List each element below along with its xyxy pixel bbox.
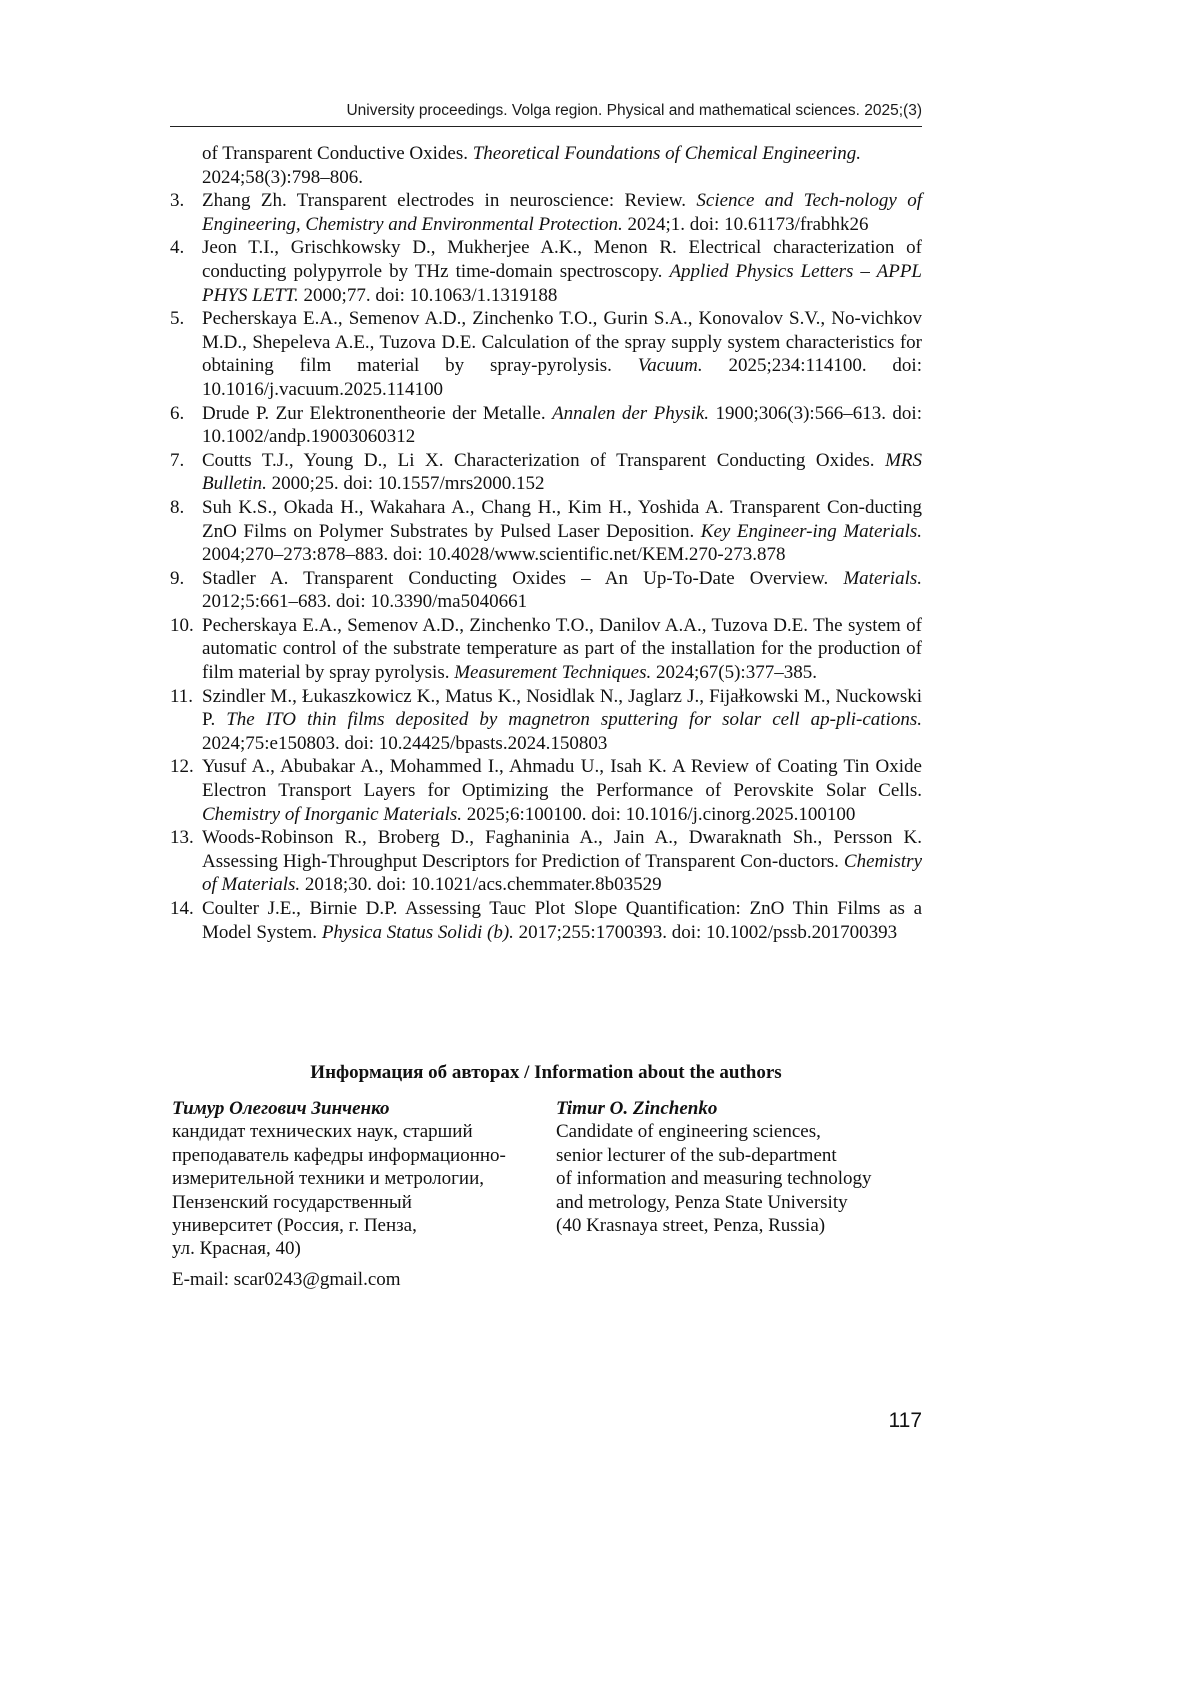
author-line: преподаватель кафедры информационно- bbox=[172, 1144, 506, 1166]
reference-item bbox=[170, 567, 922, 614]
reference-number: 7. bbox=[170, 449, 185, 471]
reference-item bbox=[170, 307, 922, 401]
reference-details: 2024;75:e150803. doi: 10.24425/bpasts.2024.150803 bbox=[202, 732, 608, 754]
reference-text: Szindler M., Łukaszkowicz K., Matus K., Nosidlak N., Jaglarz J., Fijałkowski M., Nuckowski P. bbox=[202, 685, 922, 731]
reference-number: 9. bbox=[170, 567, 185, 589]
reference-journal: Measurement Techniques. bbox=[454, 662, 652, 684]
author-info-english bbox=[556, 1097, 926, 1237]
author-line: ул. Красная, 40) bbox=[172, 1238, 301, 1260]
reference-text: Woods-Robinson R., Broberg D., Faghaninia A., Jain A., Dwaraknath Sh., Persson K. Assessing High-Throughput Descriptors for Prediction of Transparent Con-ductors. bbox=[202, 827, 922, 872]
reference-journal: Science and Tech-nology of Engineering, Chemistry and Environmental Protection. bbox=[202, 190, 922, 235]
reference-item bbox=[170, 755, 922, 826]
author-line: измерительной техники и метрологии, bbox=[172, 1168, 484, 1190]
reference-list bbox=[170, 142, 922, 944]
reference-item bbox=[170, 449, 922, 496]
reference-journal: Vacuum. bbox=[637, 355, 703, 377]
author-info-russian bbox=[172, 1097, 542, 1261]
authors-section-title: Информация об авторах / Information about the authors bbox=[310, 1062, 782, 1083]
ref-cont-journal: Theoretical Foundations of Chemical Engineering. bbox=[472, 143, 861, 164]
author-line: of information and measuring technology bbox=[556, 1168, 872, 1190]
reference-journal: Materials. bbox=[843, 567, 922, 589]
reference-details: 2000;25. doi: 10.1557/mrs2000.152 bbox=[266, 473, 545, 495]
reference-details: 2018;30. doi: 10.1021/acs.chemmater.8b03529 bbox=[300, 874, 662, 896]
reference-item bbox=[170, 614, 922, 685]
author-name-ru: Тимур Олегович Зинченко bbox=[172, 1098, 390, 1119]
running-head: University proceedings. Volga region. Physical and mathematical sciences. 2025;(3) bbox=[346, 102, 922, 119]
reference-details: 2000;77. doi: 10.1063/1.1319188 bbox=[298, 284, 558, 306]
header-rule bbox=[170, 126, 922, 127]
reference-number: 5. bbox=[170, 308, 185, 330]
reference-details: 2012;5:661–683. doi: 10.3390/ma5040661 bbox=[202, 591, 528, 613]
reference-number: 11. bbox=[170, 685, 194, 707]
reference-number: 14. bbox=[170, 898, 194, 919]
reference-details: 2024;1. doi: 10.61173/frabhk26 bbox=[622, 213, 869, 235]
reference-number: 10. bbox=[170, 614, 194, 636]
reference-journal: Applied Physics Letters – APPL PHYS LETT. bbox=[202, 260, 922, 306]
ref-cont-plain: of Transparent Conductive Oxides. bbox=[202, 143, 473, 164]
reference-number: 12. bbox=[170, 756, 194, 778]
reference-details: 2004;270–273:878–883. doi: 10.4028/www.scientific.net/KEM.270-273.878 bbox=[202, 544, 786, 566]
reference-text: Pecherskaya E.A., Semenov A.D., Zinchenko T.O., Gurin S.A., Konovalov S.V., No-vichkov M.D., Shepeleva A.E., Tuzova D.E. Calculation of the spray supply system characteristics for obtaining film material by spray-pyrolysis. bbox=[202, 308, 922, 377]
reference-number: 13. bbox=[170, 827, 194, 849]
reference-details: 1900;306(3):566–613. doi: 10.1002/andp.19003060312 bbox=[202, 402, 922, 448]
author-line: senior lecturer of the sub-department bbox=[556, 1144, 837, 1166]
reference-journal: The ITO thin films deposited by magnetron sputtering for solar cell ap-pli-cations. bbox=[226, 709, 922, 731]
reference-number: 3. bbox=[170, 190, 185, 212]
ref-cont-tail: 2024;58(3):798–806. bbox=[202, 166, 363, 188]
page-number: 117 bbox=[888, 1409, 922, 1432]
author-name-en: Timur O. Zinchenko bbox=[556, 1098, 718, 1119]
reference-text: Stadler A. Transparent Conducting Oxides – An Up-To-Date Overview. bbox=[202, 567, 844, 589]
reference-item bbox=[170, 189, 922, 236]
author-line: кандидат технических наук, старший bbox=[172, 1121, 473, 1143]
reference-item bbox=[170, 236, 922, 307]
reference-text: Yusuf A., Abubakar A., Mohammed I., Ahmadu U., Isah K. A Review of Coating Tin Oxide Electron Transport Layers for Optimizing the Performance of Perovskite Solar Cells. bbox=[202, 756, 922, 802]
reference-details: 2024;67(5):377–385. bbox=[651, 662, 817, 684]
reference-item bbox=[170, 685, 922, 756]
reference-text: Zhang Zh. Transparent electrodes in neuroscience: Review. bbox=[202, 190, 697, 212]
reference-item bbox=[170, 826, 922, 897]
author-line: Candidate of engineering sciences, bbox=[556, 1121, 821, 1143]
reference-journal: Chemistry of Materials. bbox=[202, 850, 922, 896]
reference-item bbox=[170, 402, 922, 449]
reference-journal: Annalen der Physik. bbox=[552, 402, 710, 424]
reference-item bbox=[170, 496, 922, 567]
reference-number: 6. bbox=[170, 402, 185, 424]
author-line: (40 Krasnaya street, Penza, Russia) bbox=[556, 1215, 826, 1237]
author-line: университет (Россия, г. Пенза, bbox=[172, 1215, 417, 1237]
reference-journal: Physica Status Solidi (b). bbox=[321, 921, 514, 943]
reference-text: Coulter J.E., Birnie D.P. Assessing Tauc Plot Slope Quantification: ZnO Thin Films as a Model System. bbox=[202, 898, 922, 943]
reference-text: Jeon T.I., Grischkowsky D., Mukherjee A.K., Menon R. Electrical characterization of conducting polypyrrole by THz time-domain spectroscopy. bbox=[202, 237, 922, 282]
reference-text: Drude P. Zur Elektronentheorie der Metalle. bbox=[202, 402, 553, 424]
reference-number: 4. bbox=[170, 237, 185, 259]
reference-details: 2017;255:1700393. doi: 10.1002/pssb.201700393 bbox=[513, 921, 898, 943]
reference-details: 2025;6:100100. doi: 10.1016/j.cinorg.2025.100100 bbox=[462, 803, 856, 825]
reference-item bbox=[170, 897, 922, 944]
reference-text: Pecherskaya E.A., Semenov A.D., Zinchenko T.O., Danilov A.A., Tuzova D.E. The system of automatic control of the substrate temperature as part of the installation for the production of film material by spray pyrolysis. bbox=[202, 614, 922, 684]
author-email: E-mail: scar0243@gmail.com bbox=[172, 1269, 401, 1290]
reference-journal: Chemistry of Inorganic Materials. bbox=[202, 803, 462, 825]
reference-journal: MRS Bulletin. bbox=[202, 449, 922, 495]
reference-text: Coutts T.J., Young D., Li X. Characterization of Transparent Conducting Oxides. bbox=[202, 449, 886, 471]
author-line: and metrology, Penza State University bbox=[556, 1191, 848, 1213]
reference-continuation bbox=[170, 142, 922, 189]
reference-journal: Key Engineer-ing Materials. bbox=[700, 520, 922, 542]
author-line: Пензенский государственный bbox=[172, 1191, 412, 1213]
reference-details: 2025;234:114100. doi: 10.1016/j.vacuum.2025.114100 bbox=[202, 355, 922, 400]
reference-number: 8. bbox=[170, 496, 185, 518]
reference-text: Suh K.S., Okada H., Wakahara A., Chang H., Kim H., Yoshida A. Transparent Con-ducting ZnO Films on Polymer Substrates by Pulsed Laser Deposition. bbox=[202, 496, 922, 542]
